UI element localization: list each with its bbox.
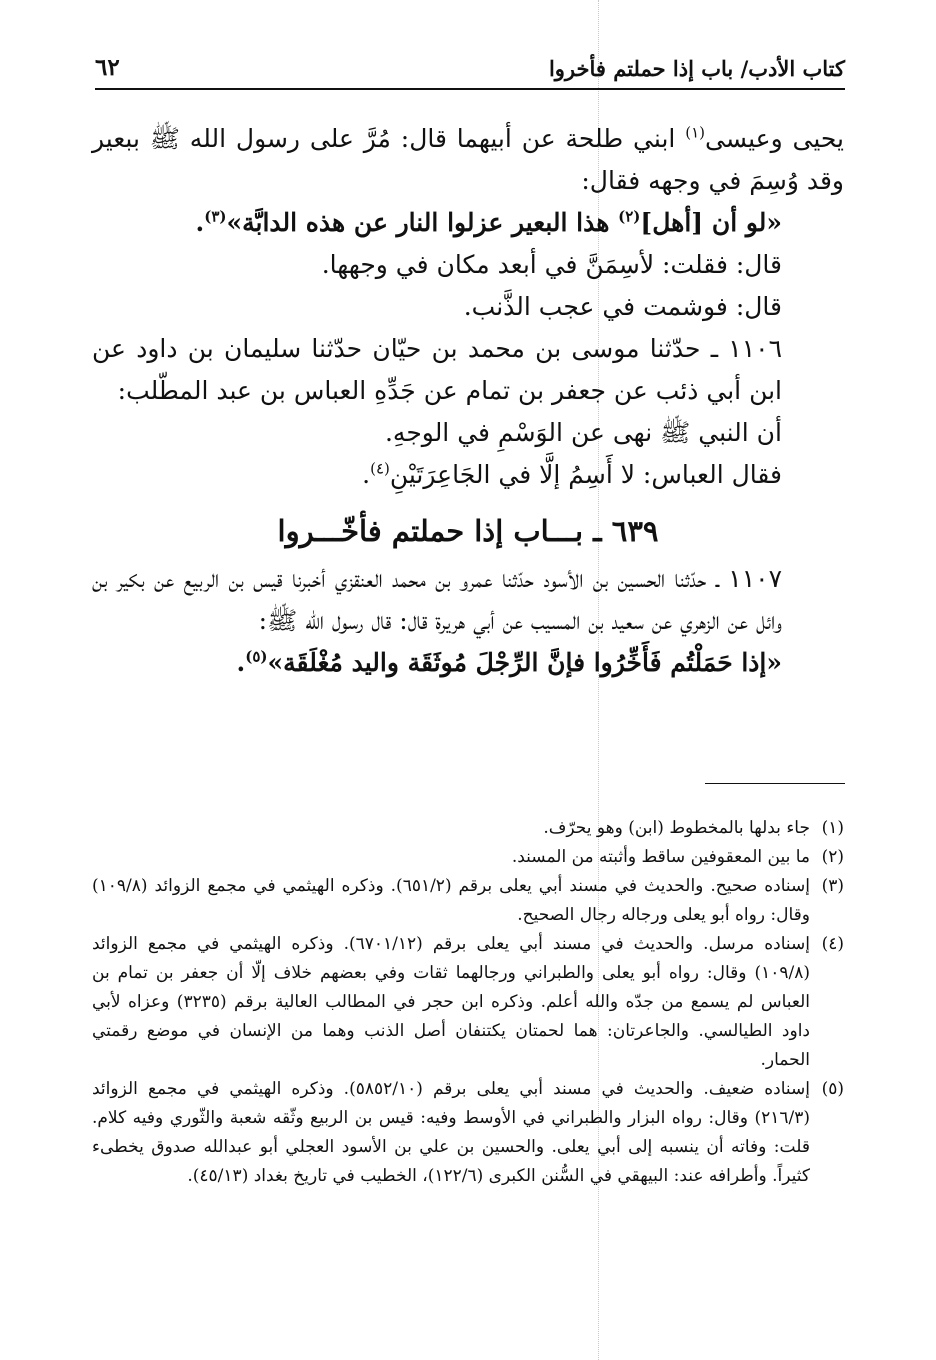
page-number: ٦٢ xyxy=(95,54,120,81)
footnote-3 xyxy=(92,872,844,930)
footnote-ref-2: (٢) xyxy=(618,207,641,226)
text-run: «إذا حَمَلْتُم فَأَخِّرُوا فإنَّ الرِّجْلَ مُوثَقَة واليد مُغْلَقَة» xyxy=(267,648,782,677)
hadith-quote-1107 xyxy=(92,642,844,684)
footnote-text: إسناده ضعيف. والحديث في مسند أبي يعلى برقم (٥٨٥٢/١٠). وذكره الهيثمي في مجمع الزوائد (٢١٦/٣) وقال: رواه البزار والطبراني في الأوسط وفيه: قيس بن الربيع وثّقه شعبة والثّوري وفيه كلام. قلت: وفاته أن ينسبه إلى أبي يعلى. والحسين بن علي بن الأسود العجلي أبو عبدالله صدوق يخطىء كثيراً. وأطرافه عند: البيهقي في السُّنن الكبرى (١٢٢/٦)، الخطيب في تاريخ بغداد (٤٥/١٣). xyxy=(92,1079,810,1186)
footnote-number: (٥) xyxy=(821,1079,844,1099)
header-title: كتاب الأدب/ باب إذا حملتم فأخروا xyxy=(548,56,845,81)
text-run: . xyxy=(236,648,246,677)
footnote-ref-5: (٥) xyxy=(245,647,268,666)
footnote-number: (١) xyxy=(821,818,844,838)
footnote-ref-3: (٣) xyxy=(204,207,227,226)
footnote-5 xyxy=(92,1075,844,1191)
footnote-separator xyxy=(705,783,845,784)
paragraph-narrator-1: قال: فقلت: لأسِمَنَّ في أبعد مكان في وجهها. xyxy=(321,250,782,279)
footnotes xyxy=(92,814,844,1191)
running-header xyxy=(95,48,845,90)
chapter-heading: ٦٣٩ ـ بـــاب إذا حملتم فأخّـــروا xyxy=(277,514,659,548)
footnote-4 xyxy=(92,930,844,1075)
footnote-1 xyxy=(92,814,844,843)
footnote-ref-1: (١) xyxy=(685,123,705,142)
footnote-number: (٤) xyxy=(821,934,844,954)
hadith-1107-chain: ١١٠٧ ـ حدّثنا الحسين بن الأسود حدّثنا عمرو بن محمد العنقزي أخبرنا قيس بن الربيع عن بكير بن وائل عن الزهري عن سعيد بن المسيب عن أبي هريرة قال: قال رسول الله ﷺ: xyxy=(92,564,782,635)
text-run: ابني طلحة عن أبيهما قال: مُرَّ على رسول الله ﷺ ببعير وقد وُسِمَ في وجهه فقال: xyxy=(92,124,844,195)
footnote-ref-4: (٤) xyxy=(370,459,390,478)
footnote-text: ما بين المعقوفين ساقط وأثبته من المسند. xyxy=(511,847,810,867)
hadith-1106-chain: ١١٠٦ ـ حدّثنا موسى بن محمد بن حيّان حدّثنا سليمان بن داود عن ابن أبي ذئب عن جعفر بن تمام عن جَدِّهِ العباس بن عبد المطّلب: xyxy=(92,334,782,405)
paragraph-narration-start xyxy=(92,118,844,202)
footnote-text: إسناده مرسل. والحديث في مسند أبي يعلى برقم (٦٧٠١/١٢). وذكره الهيثمي في مجمع الزوائد (١٠٩/٨) وقال: رواه أبو يعلى والطبراني ورجالهما ثقات وفي بعضهم خلاف إلّا أن جعفر بن تمام بن العباس لم يسمع من جدّه والله أعلم. وذكره ابن حجر في المطالب العالية برقم (٣٢٣٥) وعزاه لأبي داود الطيالسي. والجاعرتان: هما لحمتان يكتنفان أصل الذنب وهما من الإنسان في موضع رقمتي الحمار. xyxy=(92,934,811,1070)
hadith-1106-abbas xyxy=(92,454,844,496)
text-run: «لو أن [أهل] xyxy=(640,208,782,237)
main-text xyxy=(92,118,844,684)
footnote-text: إسناده صحيح. والحديث في مسند أبي يعلى برقم (٦٥١/٢). وذكره الهيثمي في مجمع الزوائد (١٠٩/٨) وقال: رواه أبو يعلى ورجاله رجال الصحيح. xyxy=(92,876,810,925)
footnote-2 xyxy=(92,843,844,872)
footnote-number: (٢) xyxy=(821,847,844,867)
footnote-number: (٣) xyxy=(821,876,844,896)
text-run: فقال العباس: لا أَسِمُ إلَّا في الجَاعِرَتَيْنِ xyxy=(389,460,782,489)
hadith-quote-1 xyxy=(92,202,844,244)
paragraph-narrator-2: قال: فوشمت في عجب الذَّنب. xyxy=(463,292,782,321)
footnote-text: جاء بدلها بالمخطوط (ابن) وهو يحرّف. xyxy=(543,818,810,838)
text-run: . xyxy=(362,460,371,489)
text-run: يحيى وعيسى xyxy=(704,124,844,153)
text-run: هذا البعير عزلوا النار عن هذه الدابَّة» xyxy=(226,208,619,237)
text-run: . xyxy=(195,208,205,237)
hadith-1106-text: أن النبي ﷺ نهى عن الوَسْمِ في الوجهِ. xyxy=(384,418,782,447)
